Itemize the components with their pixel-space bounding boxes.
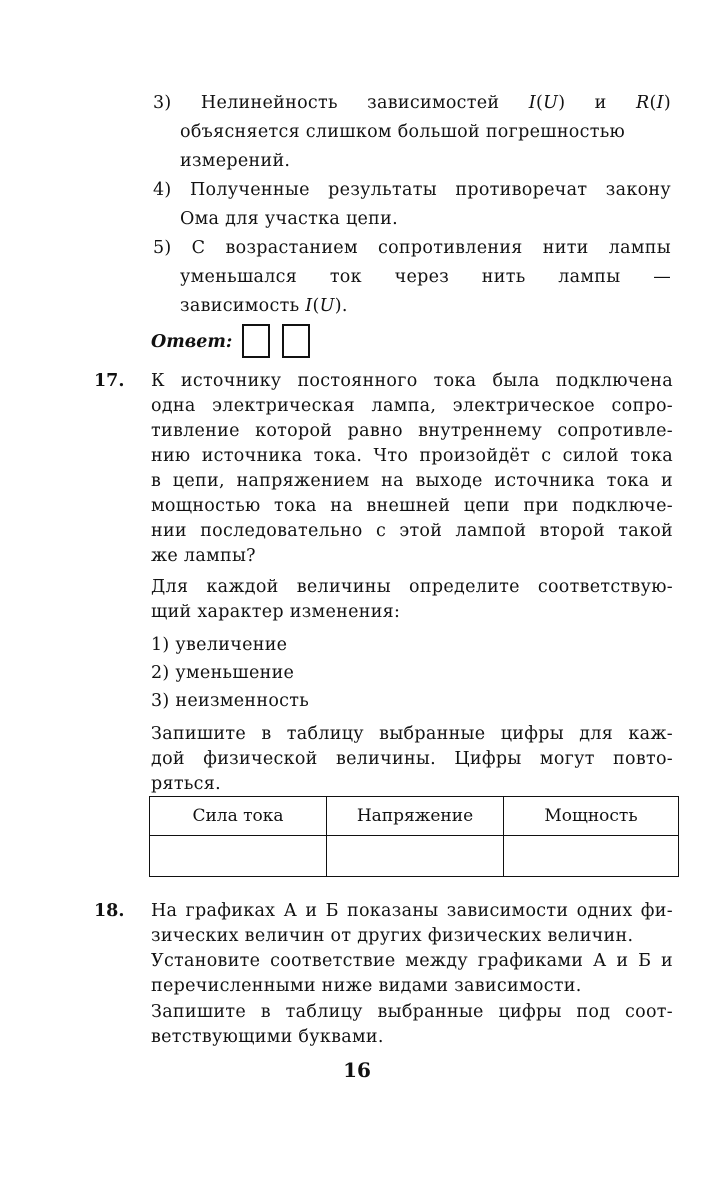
- q17-text-line-1: К источнику постоянного тока была подключена: [151, 371, 673, 391]
- q17-text-line-3: тивление которой равно внутреннему сопротивле-: [151, 421, 673, 441]
- q17-instruction-line-1: Для каждой величины определите соответствую-: [151, 577, 673, 597]
- table-header-current: Сила тока: [150, 797, 327, 836]
- q17-text-line-8: же лампы?: [151, 546, 256, 566]
- option-4-line-2: Ома для участка цепи.: [180, 209, 398, 229]
- table-header-row: [150, 797, 679, 836]
- q18-instruction-line-2: ветствующими буквами.: [151, 1027, 384, 1047]
- q17-choice-2: 2) уменьшение: [151, 663, 295, 683]
- q18-text-line-4: перечисленными ниже видами зависимости.: [151, 976, 582, 996]
- q17-text-line-6: мощностью тока на внешней цепи при подключе-: [151, 496, 673, 516]
- q17-answer-table: [149, 796, 679, 877]
- q17-instruction-line-2: щий характер изменения:: [151, 602, 401, 622]
- q18-text-line-3: Установите соответствие между графиками А и Б и: [151, 951, 673, 971]
- question-17-number: 17.: [94, 371, 125, 391]
- q17-table-instruction-line-3: ряться.: [151, 774, 221, 794]
- answer-cell-power[interactable]: [504, 836, 679, 877]
- table-header-power: Мощность: [504, 797, 679, 836]
- option-5-line-3: зависимость I(U).: [180, 296, 348, 316]
- q17-choice-3: 3) неизменность: [151, 691, 310, 711]
- answer-cell-voltage[interactable]: [327, 836, 504, 877]
- table-header-voltage: Напряжение: [327, 797, 504, 836]
- option-3-line-2: объясняется слишком большой погрешностью: [180, 122, 626, 142]
- option-3-line-1: 3) Нелинейность зависимостей I(U) и R(I): [153, 93, 671, 113]
- table-answer-row: [150, 836, 679, 877]
- q17-table-instruction-line-1: Запишите в таблицу выбранные цифры для каж-: [151, 724, 673, 744]
- option-5-line-2: уменьшался ток через нить лампы —: [180, 267, 671, 287]
- q17-table-instruction-line-2: дой физической величины. Цифры могут повто-: [151, 749, 673, 769]
- answer-box-1[interactable]: [242, 324, 270, 358]
- option-3-line-3: измерений.: [180, 151, 291, 171]
- option-4-line-1: 4) Полученные результаты противоречат закону: [153, 180, 671, 200]
- option-5-line-1: 5) С возрастанием сопротивления нити лампы: [153, 238, 671, 258]
- page-number: 16: [343, 1058, 371, 1082]
- answer-cell-current[interactable]: [150, 836, 327, 877]
- q18-instruction-line-1: Запишите в таблицу выбранные цифры под соот-: [151, 1002, 673, 1022]
- question-18-number: 18.: [94, 901, 125, 921]
- q17-text-line-7: нии последовательно с этой лампой второй такой: [151, 521, 673, 541]
- q17-text-line-5: в цепи, напряжением на выходе источника тока и: [151, 471, 673, 491]
- q18-text-line-2: зических величин от других физических величин.: [151, 926, 634, 946]
- answer-box-2[interactable]: [282, 324, 310, 358]
- q17-text-line-2: одна электрическая лампа, электрическое сопро-: [151, 396, 673, 416]
- q17-choice-1: 1) увеличение: [151, 635, 288, 655]
- q18-text-line-1: На графиках А и Б показаны зависимости одних фи-: [151, 901, 673, 921]
- q17-text-line-4: нию источника тока. Что произойдёт с силой тока: [151, 446, 673, 466]
- answer-label: Ответ:: [151, 332, 233, 352]
